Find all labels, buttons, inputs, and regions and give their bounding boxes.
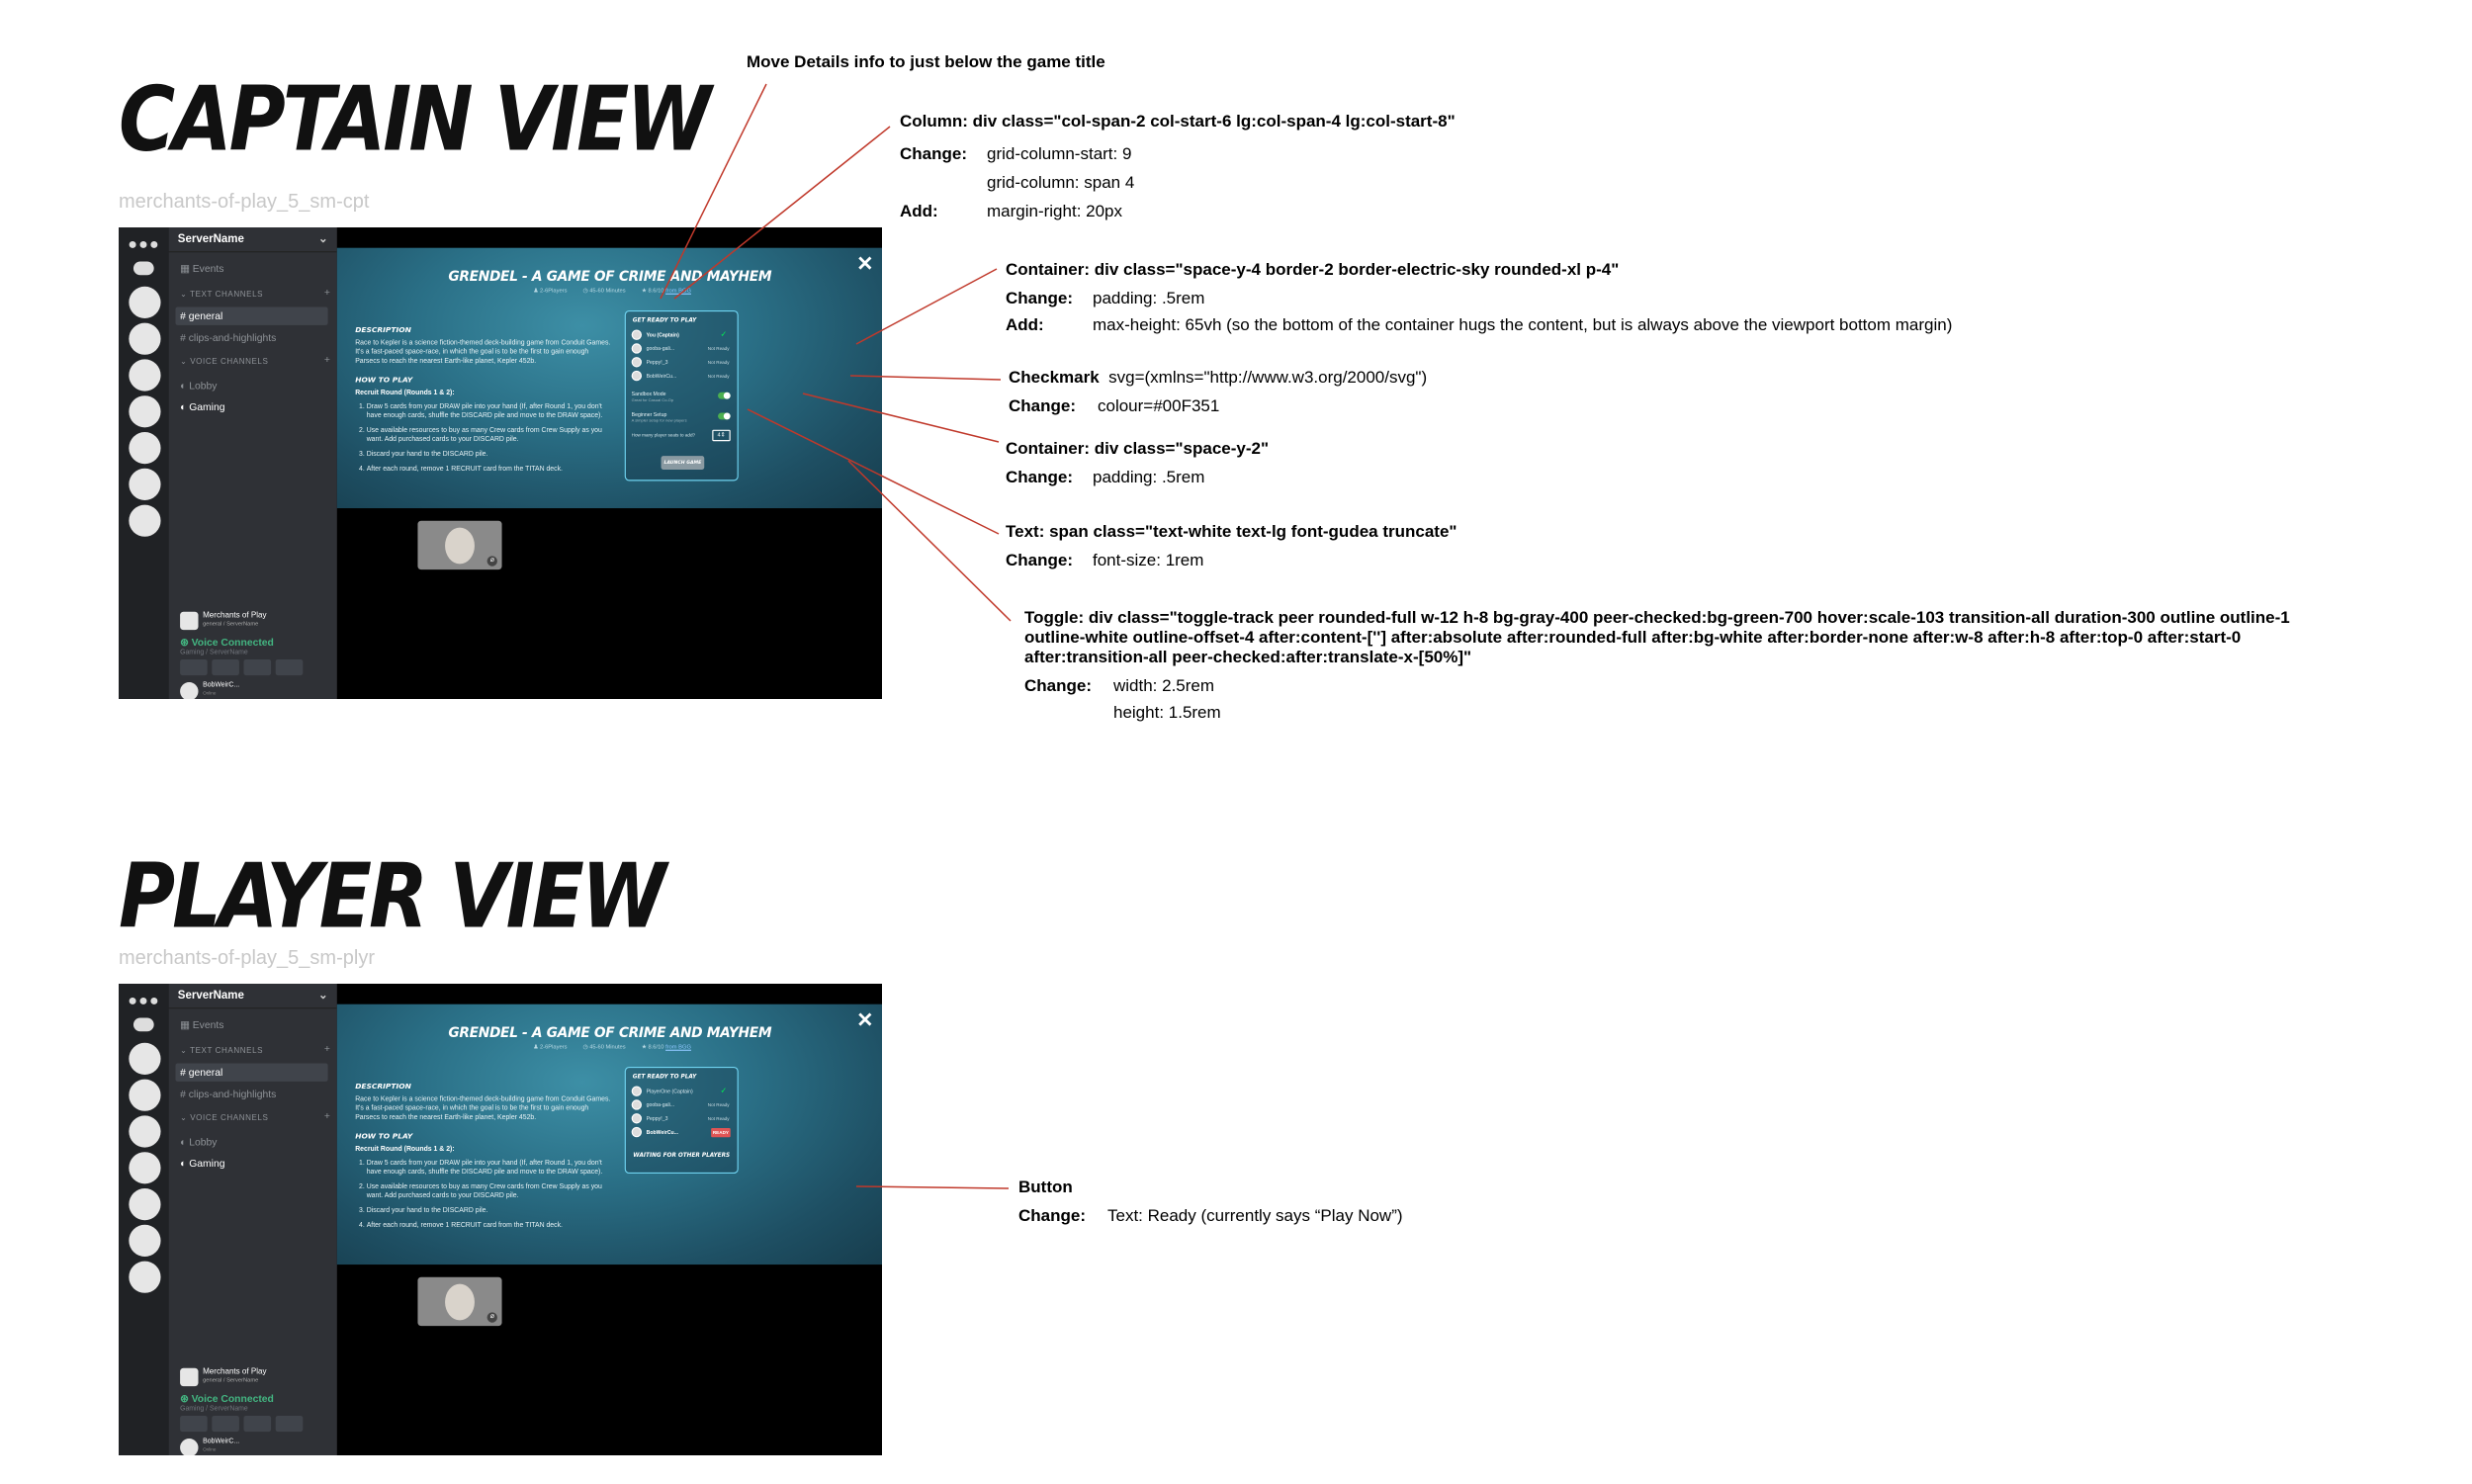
player-avatar (632, 1099, 642, 1109)
text-channels-label: TEXT CHANNELS (190, 1047, 264, 1056)
steps-list (355, 1159, 614, 1230)
server-icon[interactable] (129, 505, 160, 537)
add-channel-icon[interactable]: + (323, 1042, 330, 1055)
step-item: 2. Use available resources to buy as many Crew cards from Crew Supply as you want. Add purchased cards to your DISCARD pile. (367, 1182, 615, 1200)
user-status: Online (203, 690, 217, 696)
player-row (632, 1127, 732, 1139)
channel-clips[interactable]: # clips-and-highlights (180, 331, 277, 344)
note-label: Change: (1006, 289, 1073, 307)
player-frame (119, 984, 882, 1455)
channel-label: Gaming (189, 1157, 225, 1170)
player-frame-name: merchants-of-play_5_sm-plyr (119, 947, 375, 969)
player-row (632, 371, 732, 383)
voice-connected-status: ⊛ Voice Connected (180, 1393, 274, 1405)
note-value: grid-column: span 4 (987, 173, 1135, 192)
player-row (632, 1099, 732, 1111)
step-item: 3. Discard your hand to the DISCARD pile. (367, 450, 615, 459)
step-item: 2. Use available resources to buy as many Crew cards from Crew Supply as you want. Add purchased cards to your DISCARD pile. (367, 426, 615, 444)
voice-connected-sub: Gaming / ServerName (180, 649, 248, 656)
events-item[interactable]: ▦ Events (180, 1018, 224, 1031)
note-value: height: 1.5rem (1113, 703, 1221, 722)
user-avatar[interactable] (180, 682, 198, 699)
launch-game-button[interactable]: LAUNCH GAME (662, 456, 705, 470)
activity-sub: general / ServerName (203, 620, 259, 628)
rating-info: ★ 8.6/10 from BGG (641, 287, 691, 295)
voice-control-button[interactable] (276, 1416, 304, 1432)
seats-value: 4 (717, 432, 721, 439)
rating-source-link[interactable]: from BGG (665, 287, 691, 295)
add-channel-icon[interactable]: + (323, 286, 330, 299)
note-title: Container: div class="space-y-4 border-2 border-electric-sky rounded-xl p-4" (1006, 260, 1620, 279)
server-icon[interactable] (129, 1152, 160, 1183)
game-description (355, 1075, 614, 1236)
note-value: padding: .5rem (1093, 468, 1205, 486)
duration-label: 45-60 Minutes (589, 1043, 626, 1051)
sandbox-option (632, 392, 674, 403)
duration-info: ◷ 45-60 Minutes (582, 1043, 626, 1051)
player-avatar (632, 371, 642, 381)
voice-control-button[interactable] (180, 659, 208, 675)
text-channels-category[interactable]: ⌄ TEXT CHANNELS (180, 1047, 264, 1056)
step-item: 4. After each round, remove 1 RECRUIT card from the TITAN deck. (367, 465, 615, 474)
game-title: GRENDEL - A GAME OF CRIME AND MAYHEM (448, 268, 772, 285)
server-name-header[interactable] (169, 984, 337, 1008)
player-avatar (632, 1127, 642, 1137)
captain-frame-name: merchants-of-play_5_sm-cpt (119, 191, 370, 213)
channel-general[interactable]: # general (176, 307, 328, 325)
note-value: grid-column-start: 9 (987, 144, 1132, 163)
seats-question: How many player seats to add? (631, 432, 696, 438)
server-icon[interactable] (129, 359, 160, 391)
activity-name: Merchants of Play (203, 1367, 267, 1376)
description-text: Race to Kepler is a science fiction-themed deck-building game from Conduit Games. It's a fast-paced space-race, in which the goal is to be the first to gain enough Parsecs to reach the nearest Earth-like planet, Kepler 452b. (355, 339, 611, 366)
server-strip (119, 984, 169, 1455)
server-icon[interactable] (129, 1043, 160, 1075)
step-item: 1. Draw 5 cards from your DRAW pile into your hand (If, after Round 1, you don't have enough cards, shuffle the DISCARD pile and move to the DRAW space). (367, 1159, 615, 1177)
note-title: Toggle: div class="toggle-track peer rounded-full w-12 h-8 bg-gray-400 peer-checked:bg-green-700 hover:scale-103 transition-all duration-300 outline outline-1 outline-white outline-offset-4 after:content-[''] after:absolute after:rounded-full after:bg-white after:border-none after:w-8 after:h-8 after:top-0 after:start-0 after:transition-all peer-checked:after:translate-x-[50%]" (1024, 608, 2290, 666)
voice-channel-lobby[interactable]: ◐ Lobby (180, 1136, 218, 1148)
voice-connected-label: Voice Connected (191, 637, 274, 649)
note-label: Add: (900, 202, 938, 220)
steps-list (355, 402, 614, 474)
player-name: gooba-gali... (646, 1101, 675, 1108)
close-icon[interactable]: ✕ (856, 252, 874, 276)
channel-label: clips-and-highlights (188, 331, 277, 344)
server-name: ServerName (177, 989, 244, 1003)
players-label: 2-6Players (539, 287, 568, 295)
note-value: max-height: 65vh (so the bottom of the container hugs the content, but is always above the viewport bottom margin) (1093, 315, 1953, 334)
rating-label: 8.6/10 (648, 287, 664, 295)
player-status: Not Ready (707, 345, 730, 352)
player-row (632, 1087, 732, 1098)
player-name: Peppy!_3 (646, 1115, 668, 1122)
howto-heading: HOW TO PLAY (355, 1131, 413, 1141)
channel-label: Lobby (189, 1136, 218, 1148)
server-icon[interactable] (129, 1080, 160, 1111)
voice-channel-lobby[interactable]: ◐ Lobby (180, 380, 218, 392)
events-label: Events (192, 262, 224, 275)
note-toggle (1024, 608, 2349, 723)
sandbox-sub: Great for Casual Co-Op (631, 397, 674, 403)
note-container-1 (1006, 259, 1952, 335)
rating-source-link[interactable]: from BGG (665, 1043, 691, 1051)
server-icon[interactable] (129, 287, 160, 318)
player-name: Peppy!_3 (646, 359, 668, 366)
players-info: ♟ 2-6Players (533, 287, 568, 295)
player-view-heading: PLAYER VIEW (119, 846, 663, 949)
beginner-sub: A simpler setup for new players (631, 418, 687, 423)
server-icon[interactable] (129, 1188, 160, 1220)
user-photo (445, 528, 475, 565)
voice-control-button[interactable] (244, 1416, 272, 1432)
server-name: ServerName (177, 232, 244, 246)
rating-label: 8.6/10 (648, 1043, 664, 1051)
voice-control-button[interactable] (180, 1416, 208, 1432)
note-title: Checkmark (1009, 368, 1100, 387)
note-label: Change: (1006, 468, 1073, 486)
channel-label: general (188, 1066, 223, 1079)
player-status: Not Ready (707, 1115, 730, 1122)
players-label: 2-6Players (539, 1043, 568, 1051)
seats-stepper[interactable]: 4⇕ (712, 430, 730, 442)
channel-label: general (188, 309, 223, 322)
note-button (1018, 1177, 1403, 1226)
player-row (632, 357, 732, 369)
player-row (632, 1113, 732, 1125)
text-channels-label: TEXT CHANNELS (190, 291, 264, 300)
step-item: 3. Discard your hand to the DISCARD pile. (367, 1206, 615, 1215)
note-container-2 (1006, 438, 1269, 487)
note-label: Change: (900, 144, 967, 163)
beginner-option (632, 411, 687, 423)
description-heading: DESCRIPTION (355, 324, 411, 335)
description-heading: DESCRIPTION (355, 1081, 411, 1091)
mic-muted-icon[interactable]: ⌀ (487, 1312, 497, 1322)
chevron-down-icon: ⌄ (317, 989, 328, 1003)
note-value: colour=#00F351 (1098, 396, 1220, 415)
channel-general[interactable]: # general (176, 1064, 328, 1082)
player-avatar (632, 1113, 642, 1123)
channel-label: Gaming (189, 400, 225, 413)
user-photo (445, 1284, 475, 1321)
game-details (465, 1044, 760, 1051)
text-channels-category[interactable]: ⌄ TEXT CHANNELS (180, 291, 264, 300)
username: BobWeirC... (203, 1439, 240, 1445)
note-value: svg=(xmlns="http://www.w3.org/2000/svg") (1108, 368, 1428, 387)
mic-muted-icon[interactable]: ⌀ (487, 556, 497, 566)
note-text (1006, 521, 1457, 570)
channel-label: Lobby (189, 380, 218, 392)
game-details (465, 288, 760, 295)
note-value: width: 2.5rem (1113, 676, 1215, 695)
note-title: Text: span class="text-white text-lg font-gudea truncate" (1006, 522, 1457, 541)
get-ready-title: GET READY TO PLAY (632, 316, 697, 324)
howto-heading: HOW TO PLAY (355, 375, 413, 385)
voice-channels-category[interactable]: ⌄ VOICE CHANNELS (180, 1114, 269, 1123)
voice-control-button[interactable] (212, 1416, 239, 1432)
add-channel-icon[interactable]: + (323, 1109, 330, 1122)
server-icon[interactable] (129, 432, 160, 464)
voice-channels-label: VOICE CHANNELS (190, 358, 269, 367)
window-dots-icon: ●●● (128, 233, 160, 253)
voice-connected-sub: Gaming / ServerName (180, 1405, 248, 1413)
captain-frame (119, 227, 882, 699)
add-channel-icon[interactable]: + (323, 353, 330, 366)
note-title: Container: div class="space-y-2" (1006, 439, 1270, 458)
server-icon[interactable] (129, 1225, 160, 1257)
voice-channel-gaming[interactable]: ◐ Gaming (180, 1157, 225, 1170)
note-title: Column: div class="col-span-2 col-start-6 lg:col-span-4 lg:col-start-8" (900, 112, 1456, 131)
server-name-header[interactable] (169, 227, 337, 252)
player-row (632, 343, 732, 355)
step-item: 1. Draw 5 cards from your DRAW pile into your hand (If, after Round 1, you don't have enough cards, shuffle the DISCARD pile and move to the DRAW space). (367, 402, 615, 420)
note-label: Change: (1024, 676, 1092, 695)
description-text: Race to Kepler is a science fiction-themed deck-building game from Conduit Games. It's a fast-paced space-race, in which the goal is to be the first to gain enough Parsecs to reach the nearest Earth-like planet, Kepler 452b. (355, 1095, 611, 1122)
channel-sidebar (169, 984, 337, 1455)
voice-channel-gaming[interactable]: ◐ Gaming (180, 400, 225, 413)
activity-icon (180, 612, 198, 630)
note-move-details: Move Details info to just below the game title (747, 52, 1105, 71)
checkmark-icon: ✓ (720, 330, 728, 339)
player-status: Not Ready (707, 373, 730, 379)
note-value: font-size: 1rem (1093, 551, 1204, 569)
voice-connected-label: Voice Connected (191, 1393, 274, 1405)
beginner-toggle[interactable] (718, 412, 731, 419)
game-title: GRENDEL - A GAME OF CRIME AND MAYHEM (448, 1024, 772, 1041)
get-ready-panel (625, 310, 739, 480)
server-icon[interactable] (129, 395, 160, 427)
voice-control-button[interactable] (244, 659, 272, 675)
discord-logo-icon (133, 262, 154, 276)
duration-info: ◷ 45-60 Minutes (582, 287, 626, 295)
username: BobWeirC... (203, 682, 240, 689)
beginner-label: Beginner Setup (631, 411, 667, 418)
server-icon[interactable] (129, 323, 160, 355)
player-name: BobWeirCu... (646, 1129, 678, 1135)
player-name: You (Captain) (646, 331, 679, 338)
note-label: Change: (1018, 1206, 1086, 1225)
player-avatar (632, 343, 642, 353)
note-title: Button (1018, 1178, 1073, 1196)
player-name: gooba-gali... (646, 345, 675, 352)
game-panel (337, 248, 882, 508)
ready-button[interactable]: READY (711, 1128, 731, 1137)
player-status: Not Ready (707, 1101, 730, 1108)
note-label: Change: (1006, 551, 1073, 569)
players-info: ♟ 2-6Players (533, 1043, 568, 1051)
rating-info: ★ 8.6/10 from BGG (641, 1043, 691, 1051)
voice-control-button[interactable] (276, 659, 304, 675)
discord-logo-icon (133, 1018, 154, 1032)
activity-sub: general / ServerName (203, 1376, 259, 1384)
duration-label: 45-60 Minutes (589, 287, 626, 295)
player-status: Not Ready (707, 359, 730, 366)
note-column (900, 111, 1456, 221)
sandbox-label: Sandbox Mode (631, 391, 666, 397)
sandbox-toggle[interactable] (718, 393, 731, 399)
chevron-down-icon: ⌄ (317, 232, 328, 246)
window-dots-icon: ●●● (128, 990, 160, 1009)
events-item[interactable]: ▦ Events (180, 262, 224, 275)
note-value: Text: Ready (currently says “Play Now”) (1107, 1206, 1403, 1225)
player-avatar (632, 357, 642, 367)
note-label: Change: (1009, 396, 1076, 415)
activity-icon (180, 1368, 198, 1386)
note-checkmark (1009, 367, 1427, 416)
step-item: 4. After each round, remove 1 RECRUIT card from the TITAN deck. (367, 1221, 615, 1230)
voice-channels-category[interactable]: ⌄ VOICE CHANNELS (180, 358, 269, 367)
server-icon[interactable] (129, 1262, 160, 1293)
game-panel (337, 1004, 882, 1265)
waiting-message: WAITING FOR OTHER PLAYERS (633, 1152, 731, 1160)
channel-sidebar (169, 227, 337, 699)
note-value: padding: .5rem (1093, 289, 1205, 307)
activity-name: Merchants of Play (203, 611, 267, 620)
player-name: PlayerOne (Captain) (646, 1088, 693, 1094)
player-avatar (632, 1087, 642, 1096)
voice-connected-status: ⊛ Voice Connected (180, 637, 274, 649)
user-avatar[interactable] (180, 1439, 198, 1455)
channel-clips[interactable]: # clips-and-highlights (180, 1088, 277, 1100)
server-icon[interactable] (129, 1115, 160, 1147)
video-thumbnail[interactable] (417, 521, 501, 569)
game-description (355, 318, 614, 480)
player-name: BobWeirCu... (646, 373, 677, 379)
server-icon[interactable] (129, 469, 160, 500)
player-avatar (632, 330, 642, 340)
note-label: Add: (1006, 315, 1044, 334)
note-value: margin-right: 20px (987, 202, 1123, 220)
captain-view-heading: CAPTAIN VIEW (119, 69, 709, 172)
user-status: Online (203, 1446, 217, 1452)
server-strip (119, 227, 169, 699)
voice-control-button[interactable] (212, 659, 239, 675)
checkmark-icon: ✓ (720, 1087, 728, 1095)
video-thumbnail[interactable] (417, 1277, 501, 1326)
close-icon[interactable]: ✕ (856, 1008, 874, 1032)
player-row (632, 330, 732, 342)
channel-label: clips-and-highlights (188, 1088, 277, 1100)
get-ready-title: GET READY TO PLAY (632, 1073, 697, 1081)
recruit-heading: Recruit Round (Rounds 1 & 2): (355, 390, 455, 397)
get-ready-panel (625, 1067, 739, 1174)
recruit-heading: Recruit Round (Rounds 1 & 2): (355, 1146, 455, 1154)
voice-channels-label: VOICE CHANNELS (190, 1114, 269, 1123)
events-label: Events (192, 1018, 224, 1031)
